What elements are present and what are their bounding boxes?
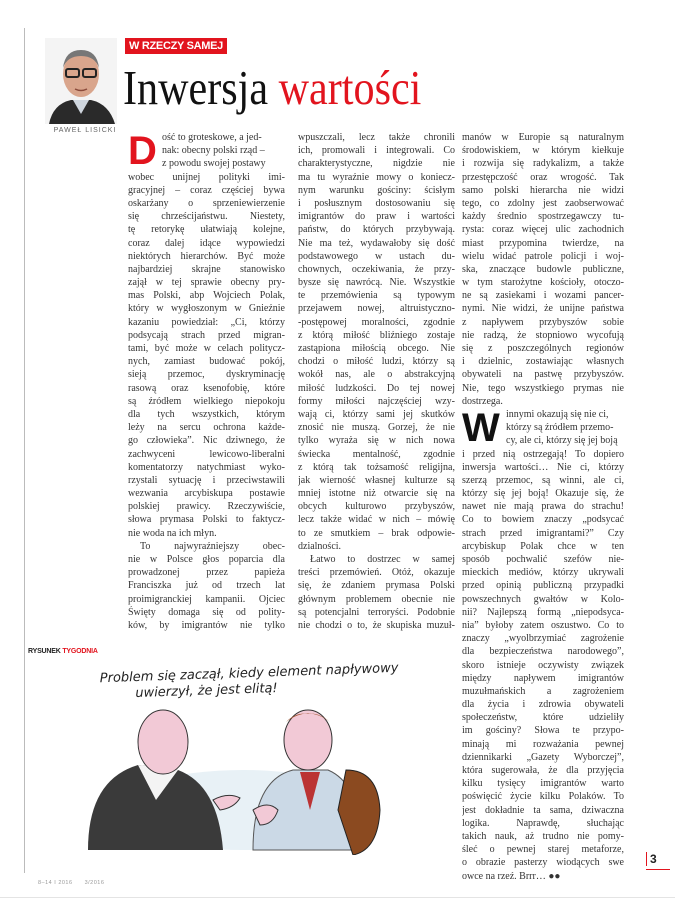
text-line: Franciszka już od trzech lat: [128, 580, 285, 592]
text-line: społeczeństw, które udzieliły: [462, 712, 624, 724]
text-line: w tym starożytne kościoły, otoczo-: [462, 277, 624, 289]
margin-rule: [24, 28, 25, 873]
text-line: logika. Naprawdę, słuchając: [462, 817, 624, 829]
text-line: ich, promowali i integrowali. Co: [298, 145, 455, 157]
text-line: lecz także widać w nich – mówię: [298, 514, 455, 526]
text-line: zajął w tej sprawie obecny pry-: [128, 277, 285, 289]
text-line: owce na rzeź. Brrr… ●●: [462, 870, 561, 882]
article-paragraph: [298, 131, 455, 553]
text-line: proimigranckiej kampanii. Ojciec: [128, 593, 285, 605]
text-line: wpuszczali, lecz także chronili: [298, 132, 455, 143]
text-line: z którą tak tożsamość religijna,: [298, 461, 455, 473]
text-line: rzystali sytuację i przeciwstawili: [128, 474, 285, 486]
text-line: słowa prymasa Polski to faktycz-: [128, 514, 285, 526]
text-line: strach przed imigrantami?” Czy: [462, 527, 624, 539]
text-line: która sugerowała, że dla przyjęcia: [462, 765, 624, 776]
text-line: nawet nie mają prawa do strachu!: [462, 501, 624, 513]
text-line: sposób pochwalić szefów nie-: [462, 554, 624, 565]
text-line: i dzielnic, zostawiając własnych: [462, 356, 624, 368]
text-line: cy, ale ci, którzy się jej boją: [506, 435, 618, 447]
caption-line-1: Problem się zaczął, kiedy element napływowy: [99, 660, 399, 687]
text-line: dostrzega.: [462, 395, 503, 407]
text-line: wokół nas, ale o abstrakcyjną: [298, 369, 455, 381]
text-line: każdy średnio spostrzegawczy tu-: [462, 211, 624, 223]
cartoon-label-part-2: TYGODNIA: [62, 648, 98, 655]
text-line: powszechnych gwałtów w Kolo-: [462, 593, 624, 605]
text-line: ków, by imigrantów nie tylko: [128, 619, 285, 631]
text-line: chownych, oczekiwania, że przy-: [298, 263, 455, 275]
text-line: rasową oraz ksenofobię, które: [128, 382, 285, 394]
text-line: podsycają strach przed migran-: [128, 329, 285, 341]
text-line: znaczy „wyolbrzymiać zagrożenie: [462, 633, 624, 645]
text-line: imigrantów do praw i wartości: [298, 211, 455, 223]
text-line: szerzą przemoc, są winni, ale ci,: [462, 474, 624, 486]
page-number: 3: [646, 852, 657, 866]
text-line: kazaniu powiedział: „Ci, którzy: [128, 316, 285, 328]
drop-cap: D: [128, 129, 157, 173]
text-line: minają mi rozważania pewnej: [462, 738, 624, 750]
text-line: ne są zasiekami i wozami pancer-: [462, 290, 624, 302]
cartoon-label-part-1: RYSUNEK: [28, 648, 61, 655]
text-line: znosić nie muszą. Gorzej, że nie: [298, 422, 455, 434]
section-rubric: W RZECZY SAMEJ: [125, 38, 227, 54]
text-line: z napływem przybyszów sobie: [462, 316, 624, 328]
text-line: go człowieka”. Nic dziwnego, że: [128, 435, 285, 447]
text-line: oskarżany o sprzeniewierzenie: [128, 197, 285, 209]
text-line: obcych kulturowo przybyszów,: [298, 501, 455, 513]
text-line: śleć o pewnej starej metaforze,: [462, 844, 624, 856]
text-line: nia” byłoby zatem oszustwo. Co to: [462, 619, 624, 631]
text-line: to ze smutkiem – brak odpowie-: [298, 527, 455, 539]
text-line: takich nauk, aż trudno nie pomy-: [462, 830, 624, 842]
text-line: nym warunku gościny: ścisłym: [298, 184, 455, 196]
text-line: rysta: coraz więcej ulic zachodnich: [462, 224, 624, 236]
text-line: chodzi o miłość ludzi, którzy są: [298, 356, 455, 368]
text-line: charakterystyczne, nigdzie nie: [298, 158, 455, 170]
text-line: i rozwija się radykalizm, a także: [462, 158, 624, 170]
author-photo: [45, 38, 117, 124]
article-paragraph: [128, 540, 285, 632]
text-line: Święty domaga się od polity-: [128, 606, 285, 618]
text-line: jest dokładnie ta sama, dziwaczna: [462, 804, 624, 816]
text-line: przejawem nowej, altruistyczno-: [298, 303, 455, 315]
text-line: nymi. Nie widzi, że unijne państwa: [462, 303, 624, 315]
text-line: coraz dalej idące wypowiedzi: [128, 237, 285, 249]
title-part-2: wartości: [278, 60, 422, 115]
text-line: miast przypomina twierdze, na: [462, 237, 624, 249]
article-paragraph: [128, 131, 285, 540]
text-line: świecka mentalność, zgodnie: [298, 448, 455, 460]
text-line: przestępczość oraz wrogość. Tak: [462, 171, 624, 183]
text-line: nie radzą, że stopniowo wycofują: [462, 329, 624, 341]
text-line: wezwania arcybiskupa postawie: [128, 488, 285, 500]
text-line: komentatorzy natychmiast wyko-: [128, 461, 285, 473]
text-line: o obrazie pasterzy wiodących swe: [462, 857, 624, 869]
text-line: są potencjalni terroryści. Podobnie: [298, 606, 455, 618]
author-name: PAWEŁ LISICKI: [53, 127, 117, 134]
cartoon-label: [28, 648, 98, 655]
text-line: zachwyceni lewicowo-liberalni: [128, 448, 285, 460]
article-column-1: [128, 131, 285, 632]
text-line: poświęcić życie kilku Polaków. To: [462, 791, 624, 803]
text-line: dziennikarki „Gazety Wyborczej”,: [462, 751, 624, 763]
text-line: którzy są źródłem przemo-: [506, 422, 614, 434]
text-line: dla tych wszystkich, którym: [128, 408, 285, 420]
text-line: bysze się nawrócą. Nie. Wszystkie: [298, 277, 455, 289]
article-title: [123, 60, 421, 116]
issue-footer: [38, 880, 116, 886]
text-line: mas Polski, abp Wojciech Polak,: [128, 290, 285, 302]
text-line: dzialności.: [298, 540, 342, 552]
article-column-2: [298, 131, 455, 632]
text-line: z powodu swojej postawy: [162, 158, 266, 170]
text-line: tego, co zdolny jest zaobserwować: [462, 197, 624, 209]
text-line: nie chodzi o to, że skupiska muzuł-: [298, 619, 455, 631]
text-line: najbardziej skrajne stanowisko: [128, 263, 285, 275]
text-line: mieckich mediów, którzy ukrywali: [462, 567, 624, 579]
text-line: sieją przemoc, dyskryminację: [128, 369, 285, 381]
text-line: ska, znaczące budowle publiczne,: [462, 263, 624, 275]
text-line: się z poszczególnych regionów: [462, 343, 624, 354]
text-line: tami, być może w celach politycz-: [128, 343, 285, 354]
text-line: i posłusznym dostosowaniu się: [298, 197, 455, 209]
article-paragraph: [462, 405, 624, 883]
text-line: niektórych hierarchów. Być może: [128, 250, 285, 262]
text-line: treści przemówień. Otóż, okazuje: [298, 567, 455, 579]
text-line: się chrześcijaństwu. Niestety,: [128, 211, 285, 223]
text-line: obywateli na pastwę przybyszów.: [462, 369, 624, 381]
article-column-3: [462, 131, 624, 883]
text-line: inwersja wartości… Nie ci, którzy: [462, 461, 624, 473]
issue-number: 3/2016: [84, 880, 105, 886]
text-line: ość to groteskowe, a jed-: [162, 132, 262, 143]
drop-cap: W: [462, 405, 500, 450]
text-line: nie w Polsce głos poparcia dla: [128, 554, 285, 565]
text-line: leży na sercu ochrona każde-: [128, 422, 285, 434]
text-line: tę retorykę ułatwiają kolejne,: [128, 224, 285, 236]
text-line: dla bezpieczeństwa narodowego”,: [462, 646, 624, 658]
caption-line-2: uwierzył, że jest elitą!: [135, 681, 278, 701]
text-line: z którą miłość bliźniego zostaje: [298, 329, 455, 341]
text-line: te przemówienia są typowym: [298, 290, 455, 302]
title-part-1: Inwersja: [123, 60, 269, 115]
text-line: prowadzonej przez papieża: [128, 567, 285, 579]
text-line: polskiej prawicy. Rzeczywiście,: [128, 501, 285, 513]
text-line: Nie, tego wszystkiego prymas nie: [462, 382, 624, 394]
text-line: państw, do których przybywają.: [298, 224, 455, 236]
text-line: innymi okazują się nie ci,: [506, 408, 609, 420]
text-line: im gościny? Słowa te przypo-: [462, 725, 624, 737]
text-line: Nie ma też, wydawałoby się dość: [298, 237, 455, 249]
text-line: miłość ludzkości. Do tej nowej: [298, 382, 455, 394]
text-line: wielu widać patrole policji i woj-: [462, 250, 624, 262]
text-line: i przed nią ostrzegają! To dopiero: [462, 448, 624, 460]
text-line: skoro istnieje oczywisty związek: [462, 659, 624, 671]
issue-dates: 8–14 I 2016: [38, 880, 73, 886]
text-line: podstawowego w ustach du-: [298, 250, 455, 262]
article-paragraph: [298, 553, 455, 632]
text-line: przed opinią publiczną przypadki: [462, 580, 624, 592]
text-line: środowiskiem, w którym kiełkuje: [462, 145, 624, 157]
text-line: muzułmańskich a zagrożeniem: [462, 685, 624, 697]
text-line: nak: obecny polski rząd –: [162, 145, 265, 157]
text-line: są źródłem wielkiego niepokoju: [128, 395, 285, 407]
text-line: mniej istotne niż otwarcie się na: [298, 488, 455, 500]
text-line: wobec unijnej polityki imi-: [128, 171, 285, 183]
text-line: między napływem imigrantów: [462, 672, 624, 684]
text-line: samo polski hierarcha nie widzi: [462, 184, 624, 196]
text-line: manów w Europie są naturalnym: [462, 132, 624, 143]
text-line: nii? Najlepszą formą „niepodsyca-: [462, 606, 624, 618]
text-line: nych, zamiast budować pokój,: [128, 356, 285, 368]
text-line: nie woda na ich młyn.: [128, 527, 217, 539]
text-line: dla życia i zdrowia obywateli: [462, 699, 624, 711]
text-line: się, że zdaniem prymasa Polski: [298, 580, 455, 592]
text-line: zastąpiona miłością obcego. Nie: [298, 343, 455, 354]
text-line: wają ci, którzy sami jej skutków: [298, 408, 455, 420]
text-line: Co to bowiem znaczy „podsycać: [462, 514, 624, 526]
text-line: kilku tysięcy imigrantów warto: [462, 778, 624, 790]
text-line: arcybiskup Polak chce w ten: [462, 540, 624, 552]
text-line: którzy się jej boją! Okazuje się, że: [462, 488, 624, 500]
bottom-divider: [0, 897, 675, 898]
text-line: który w wygłoszonym w Gnieźnie: [128, 303, 285, 315]
text-line: głównym problemem obecnie nie: [298, 593, 455, 605]
text-line: Łatwo to dostrzec w samej: [310, 554, 455, 565]
text-line: gracyjnej – coraz częściej bywa: [128, 184, 285, 196]
text-line: To najwyraźniejszy obec-: [140, 540, 285, 552]
text-line: jak wierność własnej kulturze są: [298, 474, 455, 486]
text-line: tylko wyraża się w nich nowa: [298, 435, 455, 447]
article-paragraph: [462, 131, 624, 408]
text-line: -postępowej moralności, zgodnie: [298, 316, 455, 328]
text-line: ma tu wyraźnie mowy o koniecz-: [298, 171, 455, 183]
text-line: formy miłości najczęściej wzy-: [298, 395, 455, 407]
